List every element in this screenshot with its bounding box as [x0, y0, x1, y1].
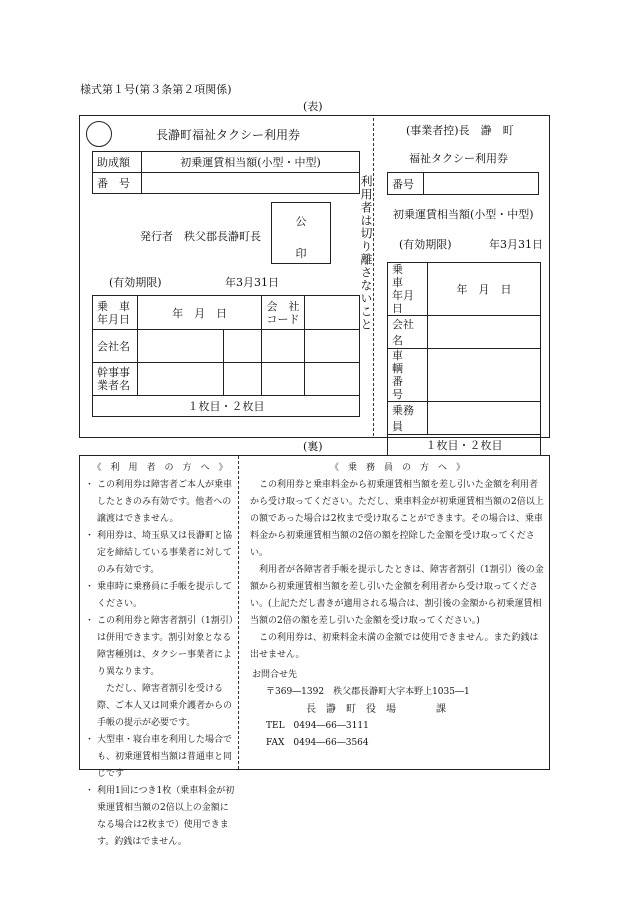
secretary-label — [93, 363, 138, 396]
validity-label: (有効期限) — [109, 276, 162, 289]
stub-crew-field[interactable] — [428, 402, 541, 435]
secretary-label-1: 幹事事 — [97, 366, 130, 379]
ride-date-label-1: 乗 車 — [97, 299, 130, 313]
company-code-label-1: 会 社 — [266, 299, 300, 313]
company-code-label-2: コード — [266, 312, 300, 326]
official-seal-box — [271, 202, 331, 264]
users-item-4: ・ この利用券と障害者割引（1割引）は併用できます。割引対象となる障害種別は、タクシー事業者により異なります。 — [85, 613, 235, 681]
secretary-label-2: 業者名 — [97, 379, 130, 392]
issuer: 発行者 秩父郡長瀞町長 — [140, 230, 261, 243]
company-field-2[interactable] — [224, 330, 262, 363]
stub-crew-label: 乗務員 — [388, 402, 428, 435]
punch-circle — [86, 121, 112, 147]
stub-company-label: 会社名 — [388, 316, 428, 349]
company-field-3[interactable] — [262, 330, 305, 363]
users-note: ただし、障害者割引を受ける際、ご本人又は同乗介護者からの手帳の提示が必要です。 — [97, 684, 233, 728]
crew-paragraph-3: この利用券は、初乗料金未満の金額では使用できません。また釣銭は出せません。 — [250, 633, 539, 660]
users-title: 《 利 用 者 の 方 へ 》 — [92, 463, 228, 473]
number-field[interactable] — [142, 173, 360, 194]
contact-fax: FAX 0494―66―3564 — [266, 738, 369, 748]
stub-number-field[interactable] — [424, 173, 539, 195]
users-item-5: ・ 大型車・寝台車を利用した場合でも、初乗運賃相当額は普通車と同じです — [85, 732, 235, 783]
stub-header: (事業者控)長 瀞 町 — [406, 124, 514, 137]
users-item-6: ・ 利用1回につき1枚（乗車料金が初乗運賃相当額の2倍以上の金額になる場合は2枚まで）使用できます。釣銭はでません。 — [85, 783, 235, 851]
stub-sheets-label: １枚目・２枚目 — [388, 435, 541, 456]
number-label: 番 号 — [93, 173, 142, 194]
subsidy-label: 助成額 — [93, 152, 142, 173]
stub-ride-date-value[interactable]: 年 月 日 — [428, 263, 541, 316]
crew-section — [250, 460, 545, 664]
ride-date-label-2: 年月日 — [97, 312, 130, 326]
contact-address: 〒369―1392 秩父郡長瀞町大字本野上1035―1 — [266, 687, 470, 697]
cut-instruction: 利用者は切り離さないこと — [359, 175, 373, 331]
stub-ride-date-label — [388, 263, 428, 316]
crew-paragraph-1: この利用券と乗車料金から初乗運賃相当額を差し引いた金額を利用者から受け取ってください。ただし、乗車料金が初乗運賃相当額の2倍以上の額であった場合は2枚まで受け取ることができます。その場合は、乗車料金から初乗運賃相当額の2倍の額を控除した金額を受け取ってください。 — [250, 480, 544, 558]
stub-subsidy: 初乗運賃相当額(小型・中型) — [393, 208, 534, 221]
company-code-field[interactable] — [304, 296, 359, 330]
secretary-field-4[interactable] — [304, 363, 359, 396]
crew-title: 《 乗 務 員 の 方 へ 》 — [329, 463, 465, 473]
validity-date: 年3月31日 — [225, 276, 279, 289]
stub-ride-date-label-1: 乗 車 — [392, 263, 414, 289]
company-label: 会社名 — [93, 330, 138, 363]
stub-ride-table — [387, 262, 541, 456]
seal-char-2: 印 — [295, 247, 307, 260]
ride-date-label — [93, 296, 138, 330]
stub-title: 福祉タクシー利用券 — [409, 152, 508, 165]
stub-company-field[interactable] — [428, 316, 541, 349]
stub-vehicle-field[interactable] — [428, 349, 541, 402]
front-label: (表) — [303, 100, 323, 113]
users-item-1: ・ この利用券は障害者ご本人が乗車したときのみ有効です。他者への譲渡はできません。 — [85, 477, 235, 528]
subsidy-value: 初乗運賃相当額(小型・中型) — [142, 152, 360, 173]
ride-table — [92, 295, 360, 417]
stub-number-table — [387, 172, 539, 195]
back-label: (裏) — [303, 440, 323, 453]
subsidy-table — [92, 151, 360, 194]
secretary-field-2[interactable] — [224, 363, 262, 396]
ride-date-value[interactable]: 年 月 日 — [138, 296, 262, 330]
contact-section — [252, 667, 542, 752]
sheets-label: １枚目・２枚目 — [93, 396, 360, 417]
company-field[interactable] — [138, 330, 224, 363]
contact-title: お問合せ先 — [252, 670, 298, 680]
back-divider — [238, 456, 239, 769]
company-field-4[interactable] — [304, 330, 359, 363]
contact-tel: TEL 0494―66―3111 — [266, 721, 369, 731]
form-number: 様式第１号(第３条第２項関係) — [80, 83, 232, 96]
stub-vehicle-label-1: 車 輌 — [392, 349, 414, 375]
stub-number-label: 番号 — [388, 173, 424, 195]
contact-office: 長 瀞 町 役 場 課 — [306, 704, 446, 715]
users-item-3: ・ 乗車時に乗務員に手帳を提示してください。 — [85, 579, 235, 613]
secretary-field-3[interactable] — [262, 363, 305, 396]
stub-validity-date: 年3月31日 — [489, 238, 543, 251]
company-code-label — [262, 296, 305, 330]
stub-vehicle-label-2: 番 号 — [392, 375, 414, 401]
users-item-2: ・ 利用券は、埼玉県又は長瀞町と協定を締結している事業者に対してのみ有効です。 — [85, 528, 235, 579]
crew-paragraph-2: 利用者が各障害者手帳を提示したときは、障害者割引（1割引）後の金額から初乗運賃相当額を差し引いた金額を利用者から受け取ってください。(上記ただし書きが適用される場合は、割引後の金額から初乗運賃相当額の2倍の額を差し引いた金額を受け取ってください。) — [250, 565, 544, 626]
stub-vehicle-label — [388, 349, 428, 402]
seal-char-1: 公 — [295, 215, 307, 228]
stub-ride-date-label-2: 年月日 — [392, 289, 414, 315]
secretary-field[interactable] — [138, 363, 224, 396]
ticket-title: 長瀞町福祉タクシー利用券 — [156, 128, 301, 142]
users-section — [85, 460, 235, 851]
stub-validity-label: (有効期限) — [399, 238, 452, 251]
